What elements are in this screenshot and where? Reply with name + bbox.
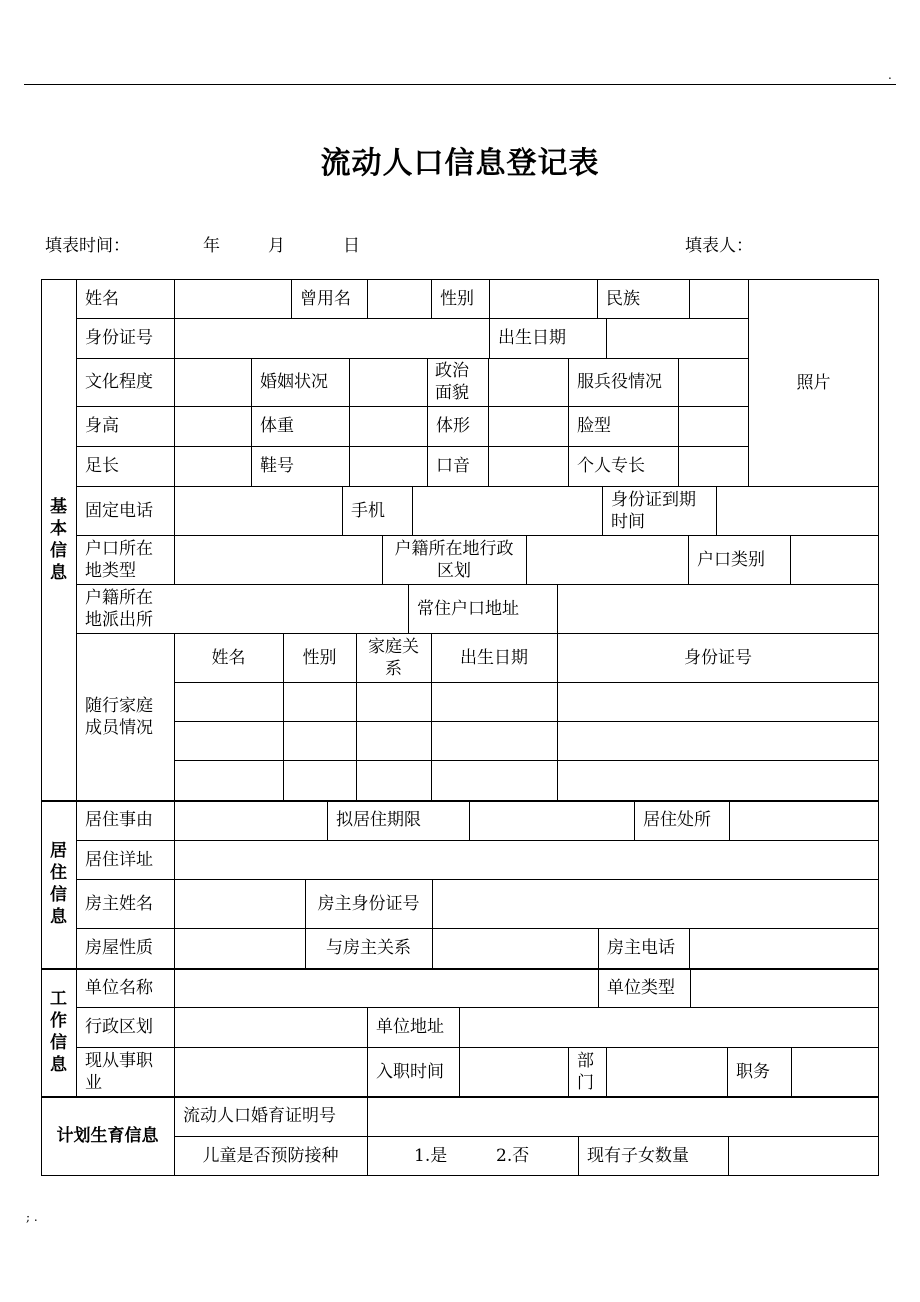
row-line	[76, 928, 879, 929]
col-line	[412, 486, 413, 535]
col-line	[459, 1007, 460, 1096]
label-ethnicity: 民族	[606, 288, 640, 309]
family-col-relation: 家庭关系	[368, 636, 419, 679]
col-line	[606, 1047, 607, 1096]
label-hukou-location-type: 户口所在地类型	[85, 538, 153, 581]
col-line	[488, 358, 489, 486]
family-col-birth-date: 出生日期	[460, 647, 528, 668]
header-rule	[24, 84, 896, 85]
section-residence: 居住信息	[50, 841, 67, 927]
filler-label: 填表人：	[685, 236, 753, 256]
col-line	[729, 800, 730, 840]
label-hukou-admin-region: 户籍所在地行政区划	[394, 538, 514, 581]
col-line	[606, 318, 607, 358]
col-line	[557, 584, 558, 633]
label-shoe-size: 鞋号	[260, 456, 294, 476]
year-label: 年	[203, 236, 220, 256]
label-family-members: 随行家庭成员情况	[85, 695, 153, 738]
col-line	[367, 279, 368, 318]
col-line	[689, 928, 690, 968]
label-landlord-relation: 与房主关系	[326, 938, 411, 958]
label-permanent-address: 常住户口地址	[417, 598, 519, 619]
col-line	[678, 358, 679, 486]
section-basic: 基本信息	[50, 496, 67, 583]
label-face-shape: 脸型	[577, 416, 611, 436]
label-id-number: 身份证号	[85, 328, 153, 348]
label-children-count: 现有子女数量	[587, 1146, 689, 1166]
col-line	[716, 486, 717, 535]
family-col-gender: 性别	[302, 647, 337, 668]
label-gender: 性别	[440, 288, 474, 309]
label-admin-region: 行政区划	[85, 1017, 153, 1037]
label-house-nature: 房屋性质	[85, 938, 153, 958]
option-yes: 1.是	[414, 1146, 448, 1166]
bottom-mark: ; .	[26, 1210, 38, 1224]
label-hukou-police-station: 户籍所在地派出所	[85, 587, 153, 630]
col-line	[791, 1047, 792, 1096]
label-body-shape: 体形	[436, 416, 470, 436]
label-political-status: 政治面貌	[435, 361, 469, 403]
photo-box: 照片	[796, 372, 831, 393]
label-accent: 口音	[436, 456, 470, 476]
label-id-expiry: 身份证到期时间	[611, 489, 696, 532]
label-birth-date: 出生日期	[498, 328, 566, 348]
label-certificate-no: 流动人口婚育证明号	[183, 1106, 336, 1126]
row-line	[76, 840, 879, 841]
label-landlord-phone: 房主电话	[607, 938, 675, 958]
family-col-id-number: 身份证号	[684, 647, 752, 668]
col-line	[689, 279, 690, 318]
row-line	[76, 318, 748, 319]
label-mobile: 手机	[351, 500, 385, 521]
page-title: 流动人口信息登记表	[320, 146, 600, 181]
col-line	[790, 535, 791, 584]
col-line	[728, 1136, 729, 1176]
date-label: 填表时间：	[45, 236, 130, 256]
label-hire-date: 入职时间	[376, 1061, 444, 1082]
label-hukou-category: 户口类别	[697, 549, 765, 570]
label-landline: 固定电话	[85, 500, 153, 521]
month-label: 月	[268, 236, 285, 256]
label-residence-reason: 居住事由	[85, 810, 153, 830]
day-label: 日	[343, 236, 360, 256]
label-former-name: 曾用名	[300, 288, 351, 309]
row-line	[76, 879, 879, 880]
label-detail-address: 居住详址	[85, 849, 153, 870]
label-occupation: 现从事职业	[85, 1050, 153, 1093]
label-employer-type: 单位类型	[607, 977, 675, 998]
label-height: 身高	[85, 416, 119, 436]
col-line	[489, 279, 490, 318]
label-position: 职务	[736, 1061, 770, 1082]
label-foot-length: 足长	[85, 456, 119, 476]
label-employer-address: 单位地址	[376, 1017, 444, 1037]
option-no: 2.否	[496, 1146, 530, 1166]
label-landlord-id: 房主身份证号	[317, 893, 420, 914]
row-line	[174, 760, 879, 761]
label-education: 文化程度	[85, 372, 153, 392]
col-line	[349, 358, 350, 486]
section-family-planning: 计划生育信息	[56, 1126, 159, 1146]
row-line	[174, 682, 879, 683]
family-col-name: 姓名	[211, 647, 246, 668]
col-line	[690, 968, 691, 1007]
col-line	[432, 879, 433, 968]
row-line	[174, 721, 879, 722]
label-residence-place: 居住处所	[643, 810, 711, 830]
row-line	[76, 486, 879, 487]
label-landlord-name: 房主姓名	[85, 893, 153, 914]
section-work: 工作信息	[50, 989, 67, 1075]
col-line	[174, 279, 175, 585]
col-line	[367, 1096, 368, 1176]
label-name: 姓名	[85, 288, 119, 309]
col-line	[469, 800, 470, 840]
col-line	[526, 535, 527, 584]
label-specialty: 个人专长	[577, 456, 645, 476]
top-mark: .	[888, 68, 892, 82]
label-marital-status: 婚姻状况	[260, 372, 328, 392]
row-line	[76, 1007, 879, 1008]
label-military-service: 服兵役情况	[577, 372, 662, 392]
label-employer: 单位名称	[85, 977, 153, 998]
label-vaccinated: 儿童是否预防接种	[202, 1146, 339, 1166]
label-planned-duration: 拟居住期限	[336, 810, 421, 830]
label-department: 部门	[577, 1050, 594, 1093]
label-weight: 体重	[260, 416, 294, 436]
